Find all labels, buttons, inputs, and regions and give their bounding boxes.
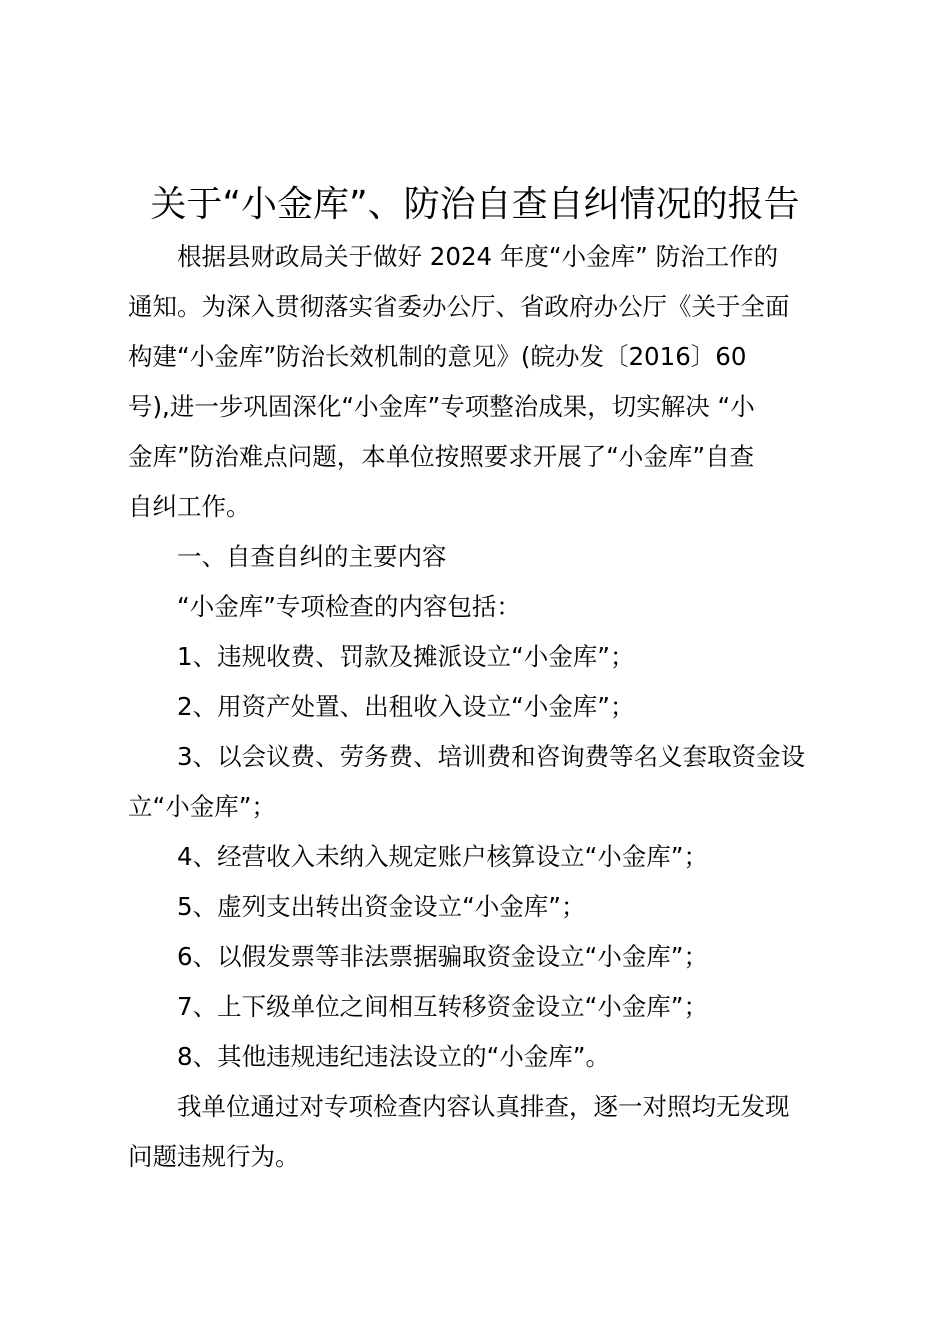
list-item-continuation: 立“小金库”； <box>128 792 276 821</box>
list-item: 8、其他违规违纪违法设立的“小金库”。 <box>177 1042 610 1071</box>
intro-line: 根据县财政局关于做好 2024 年度“小金库” 防治工作的 <box>177 242 779 271</box>
intro-line: 自纠工作。 <box>128 492 251 521</box>
section-heading: 一、自查自纠的主要内容 <box>177 542 447 571</box>
check-items-list <box>128 632 834 1082</box>
conclusion-line: 我单位通过对专项检查内容认真排查，逐一对照均无发现 <box>177 1092 790 1121</box>
intro-line: 号),进一步巩固深化“小金库”专项整治成果，切实解决 “小 <box>128 392 755 421</box>
intro-line: 通知。为深入贯彻落实省委办公厅、省政府办公厅《关于全面 <box>128 292 790 321</box>
conclusion-line: 问题违规行为。 <box>128 1142 300 1171</box>
intro-line: 金库”防治难点问题，本单位按照要求开展了“小金库”自查 <box>128 442 755 471</box>
conclusion-paragraph <box>128 1082 834 1182</box>
intro-line: 构建“小金库”防治长效机制的意见》(皖办发〔2016〕60 <box>128 342 747 371</box>
document-body <box>128 232 834 1182</box>
list-item: 3、以会议费、劳务费、培训费和咨询费等名义套取资金设 <box>177 742 806 771</box>
list-item: 6、以假发票等非法票据骗取资金设立“小金库”； <box>177 942 708 971</box>
list-item: 2、用资产处置、出租收入设立“小金库”； <box>177 692 635 721</box>
list-item: 7、上下级单位之间相互转移资金设立“小金库”； <box>177 992 708 1021</box>
intro-paragraph <box>128 232 834 532</box>
list-item: 5、虚列支出转出资金设立“小金库”； <box>177 892 586 921</box>
list-item: 1、违规收费、罚款及摊派设立“小金库”； <box>177 642 635 671</box>
scope-intro: “小金库”专项检查的内容包括： <box>177 592 521 621</box>
list-item: 4、经营收入未纳入规定账户核算设立“小金库”； <box>177 842 708 871</box>
document-title: 关于“小金库”、防治自查自纠情况的报告 <box>150 184 800 225</box>
